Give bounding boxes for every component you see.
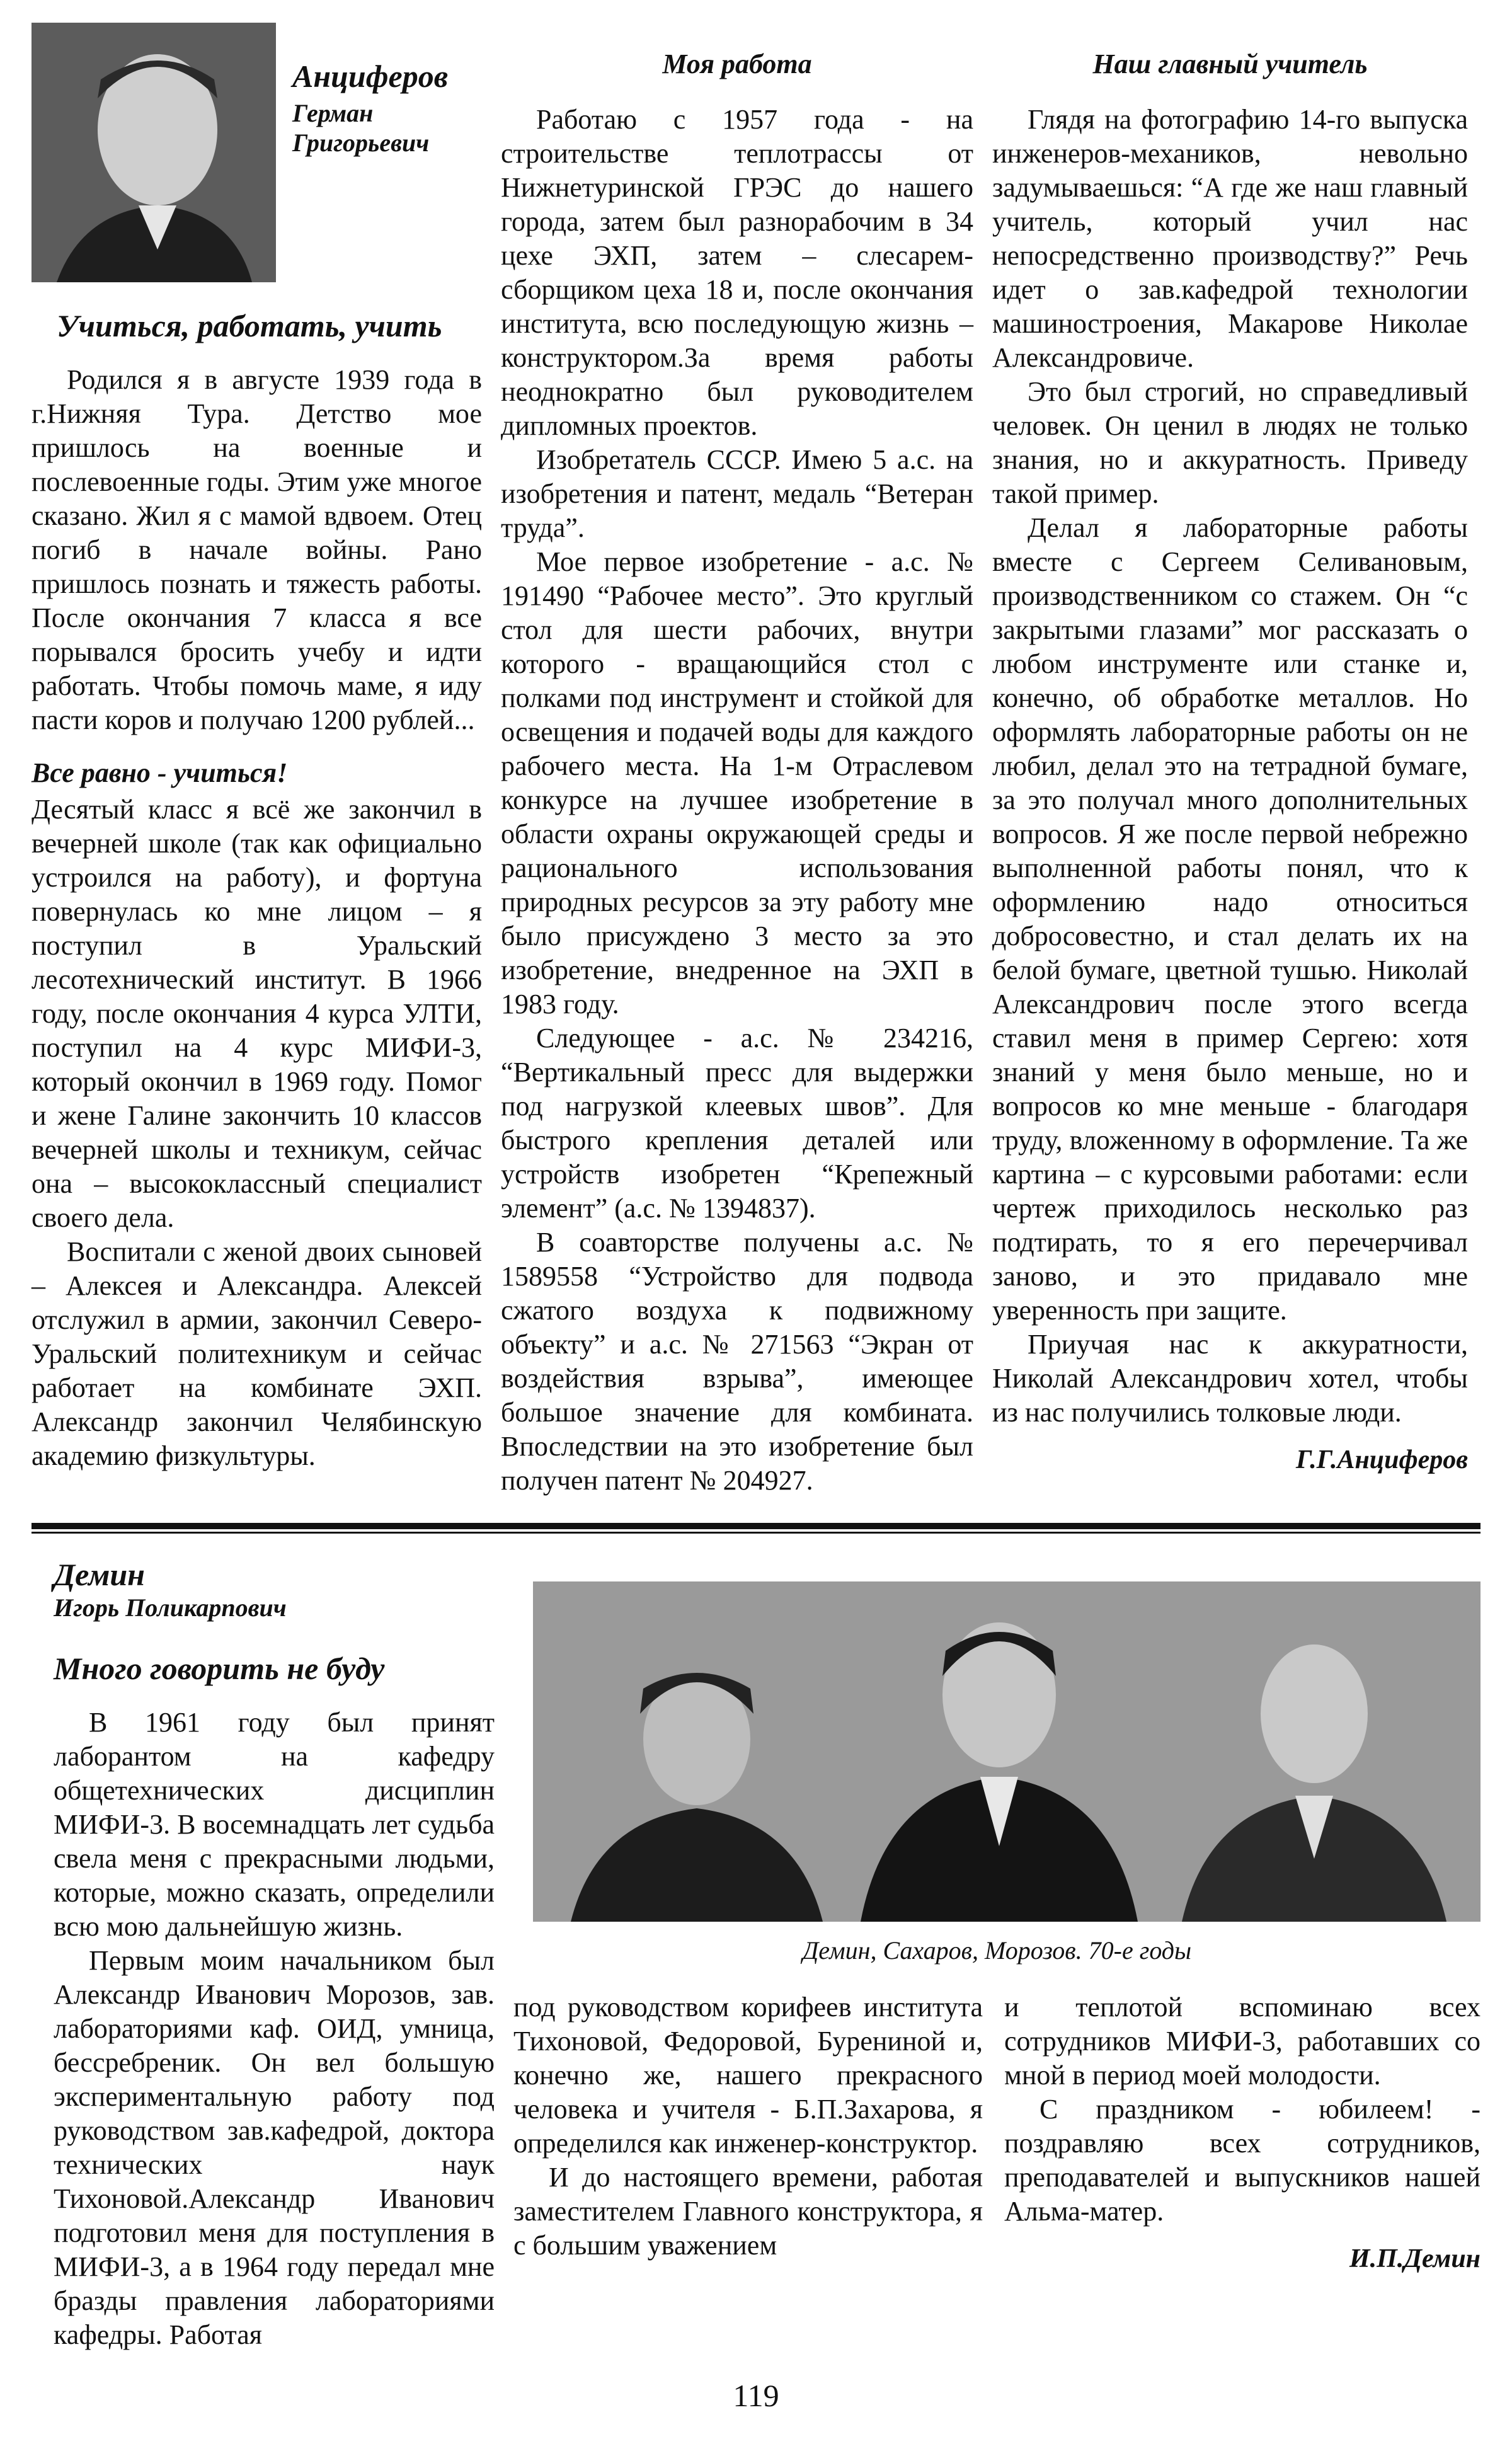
paragraph: под руководством корифеев института Тихоновой, Федоровой, Бурениной и, конечно же, нашего прекрасного человека и учителя - Б.П.Захарова, я определился как инженер-конструктор. xyxy=(513,1992,983,2159)
paragraph: Первым моим начальником был Александр Иванович Морозов, зав. лабораториями каф. ОИД, умница, бессребреник. Он вел большую экспериментальную работу под руководством зав.кафедрой, доктора технических наук Тихоновой.Александр Иванович подготовил меня для поступления в МИФИ-3, а в 1964 году передал мне бразды правления лабораториями кафедры. Работая xyxy=(54,1945,495,2350)
bottom-column-3 xyxy=(1004,1990,1480,2274)
paragraph: Родился я в августе 1939 года в г.Нижняя Тура. Детство мое пришлось на военные и послевоенные годы. Этим уже многое сказано. Жил я с мамой вдвоем. Отец погиб в начале войны. Рано пришлось познать и тяжесть работы. После окончания 7 класса я все порывался бросить учебу и идти работать. Чтобы помочь маме, я иду пасти коров и получаю 1200 рублей... xyxy=(32,364,482,735)
subheading: Все равно - учиться! xyxy=(32,757,288,788)
article-heading: Много говорить не буду xyxy=(54,1651,385,1686)
column-3 xyxy=(992,23,1468,1475)
paragraph: Работаю с 1957 года - на строительстве теплотрассы от Нижнетуринской ГРЭС до нашего города, затем был разнорабочим в 34 цехе ЭХП, затем – слесарем-сборщиком цеха 18 и, после окончания института, всю последующую жизнь – конструктором.За время работы неоднократно был руководителем дипломных проектов. xyxy=(501,104,973,441)
paragraph: Делал я лабораторные работы вместе с Сергеем Селивановым, производственником со стажем. Он “с закрытыми глазами” мог рассказать о любом инструменте или станке и, конечно, об обработке металлов. Но оформлять лабораторные работы он не любил, делал это на тетрадной бумаге, за это получал много дополнительных вопросов. Я же после первой небрежно выполненной работы понял, что к оформлению надо относиться добросовестно, и стал делать их на белой бумаге, цветной тушью. Николай Александрович после этого всегда ставил меня в пример Сергею: хотя знаний у меня было меньше, но и вопросов ко мне меньше - благодаря труду, вложенному в оформление. Та же картина – с курсовыми работами: если чертеж приходилось несколько раз подтирать, то я его перечерчивал заново, и это придавало мне уверенность при защите. xyxy=(992,512,1468,1326)
article-heading: Учиться, работать, учить xyxy=(57,308,442,343)
section-divider xyxy=(32,1523,1480,1529)
bottom-column-2 xyxy=(513,1990,983,2263)
bottom-column-1 xyxy=(54,1556,495,2352)
paragraph: Глядя на фотографию 14-го выпуска инженеров-механиков, невольно задумываешься: “А где же наш главный учитель, который учил нас непосредственно производству?” Речь идет о зав.кафедрой технологии машиностроения, Макарове Николае Александровиче. xyxy=(992,104,1468,373)
paragraph: Следующее - а.с. № 234216, “Вертикальный пресс для выдержки под нагрузкой клеевых швов”. Для быстрого крепления деталей или устройств изобретен “Крепежный элемент” (а.с. № 1394837). xyxy=(501,1023,973,1224)
group-photo xyxy=(533,1581,1480,1922)
section-heading: Моя работа xyxy=(662,49,812,79)
signature: Г.Г.Анциферов xyxy=(1296,1445,1468,1474)
author-header xyxy=(32,23,482,282)
column-2-text xyxy=(501,103,973,1498)
top-article xyxy=(32,23,1480,1498)
photo-caption: Демин, Сахаров, Морозов. 70-е годы xyxy=(802,1936,1192,1965)
bottom-column-3-text xyxy=(1004,1990,1480,2229)
paragraph: и теплотой вспоминаю всех сотрудников МИФИ-3, работавших со мной в период моей молодости. xyxy=(1004,1992,1480,2091)
author-patronymic: Григорьевич xyxy=(292,129,430,157)
column-1 xyxy=(32,23,482,1473)
bottom-columns xyxy=(513,1990,1480,2274)
column-1-text xyxy=(32,363,482,1473)
paragraph: В 1961 году был принят лаборантом на кафедру общетехнических дисциплин МИФИ-3. В восемнадцать лет судьба свела меня с прекрасными людьми, которые, можно сказать, определили всю мою дальнейшую жизнь. xyxy=(54,1707,495,1942)
portrait-photo-antsiferov xyxy=(32,23,276,282)
paragraph: Приучая нас к аккуратности, Николай Александрович хотел, чтобы из нас получились толковые люди. xyxy=(992,1329,1468,1428)
column-3-text xyxy=(992,103,1468,1430)
signature: И.П.Демин xyxy=(1349,2244,1480,2273)
column-2 xyxy=(501,23,973,1498)
bottom-right-area xyxy=(513,1556,1480,2274)
page-number: 119 xyxy=(733,2378,779,2413)
author-given-name: Герман xyxy=(292,99,374,127)
paragraph: В соавторстве получены а.с. № 1589558 “Устройство для подвода сжатого воздуха к подвижному объекту” и а.с. № 271563 “Экран от воздействия взрыва”, имеющее большое значение для комбината. Впоследствии на это изобретение был получен патент № 204927. xyxy=(501,1227,973,1496)
author-name-block xyxy=(292,23,448,158)
section-heading: Наш главный учитель xyxy=(1092,49,1368,79)
paragraph: Мое первое изобретение - а.с. № 191490 “Рабочее место”. Это круглый стол для шести рабочих, внутри которого - вращающийся стол с полками под инструмент и стойкой для освещения и подачей воды для каждого рабочего места. На 1-м Отраслевом конкурсе на лучшее изобретение в области охраны окружающей среды и рационального использования природных ресурсов за эту работу мне было присуждено 3 место за это изобретение, внедренное на ЭХП в 1983 году. xyxy=(501,546,973,1019)
bottom-article xyxy=(32,1556,1480,2352)
paragraph: Изобретатель СССР. Имею 5 а.с. на изобретения и патент, медаль “Ветеран труда”. xyxy=(501,444,973,543)
section-divider-thin xyxy=(32,1532,1480,1534)
author-surname: Демин xyxy=(54,1557,145,1592)
paragraph: И до настоящего времени, работая заместителем Главного конструктора, я с большим уважением xyxy=(513,2162,983,2261)
paragraph: Это был строгий, но справедливый человек. Он ценил в людях не только знания, но и аккуратность. Приведу такой пример. xyxy=(992,376,1468,509)
paragraph: Десятый класс я всё же закончил в вечерней школе (так как официально устроился на работу), и фортуна повернулась ко мне лицом – я поступил в Уральский лесотехнический институт. В 1966 году, после окончания 4 курса УЛТИ, поступил на 4 курс МИФИ-3, который окончил в 1969 году. Помог и жене Галине закончить 10 классов вечерней школы и техникум, сейчас она – высококлассный специалист своего дела. xyxy=(32,794,482,1233)
paragraph: Воспитали с женой двоих сыновей – Алексея и Александра. Алексей отслужил в армии, закончил Северо-Уральский политехникум и сейчас работает на комбинате ЭХП. Александр закончил Челябинскую академию физкультуры. xyxy=(32,1236,482,1471)
bottom-column-1-text xyxy=(54,1706,495,2352)
paragraph: С праздником - юбилеем! - поздравляю всех сотрудников, преподавателей и выпускников нашей Альма-матер. xyxy=(1004,2094,1480,2227)
author-surname: Анциферов xyxy=(292,59,449,94)
author-name: Игорь Поликарпович xyxy=(54,1593,287,1622)
